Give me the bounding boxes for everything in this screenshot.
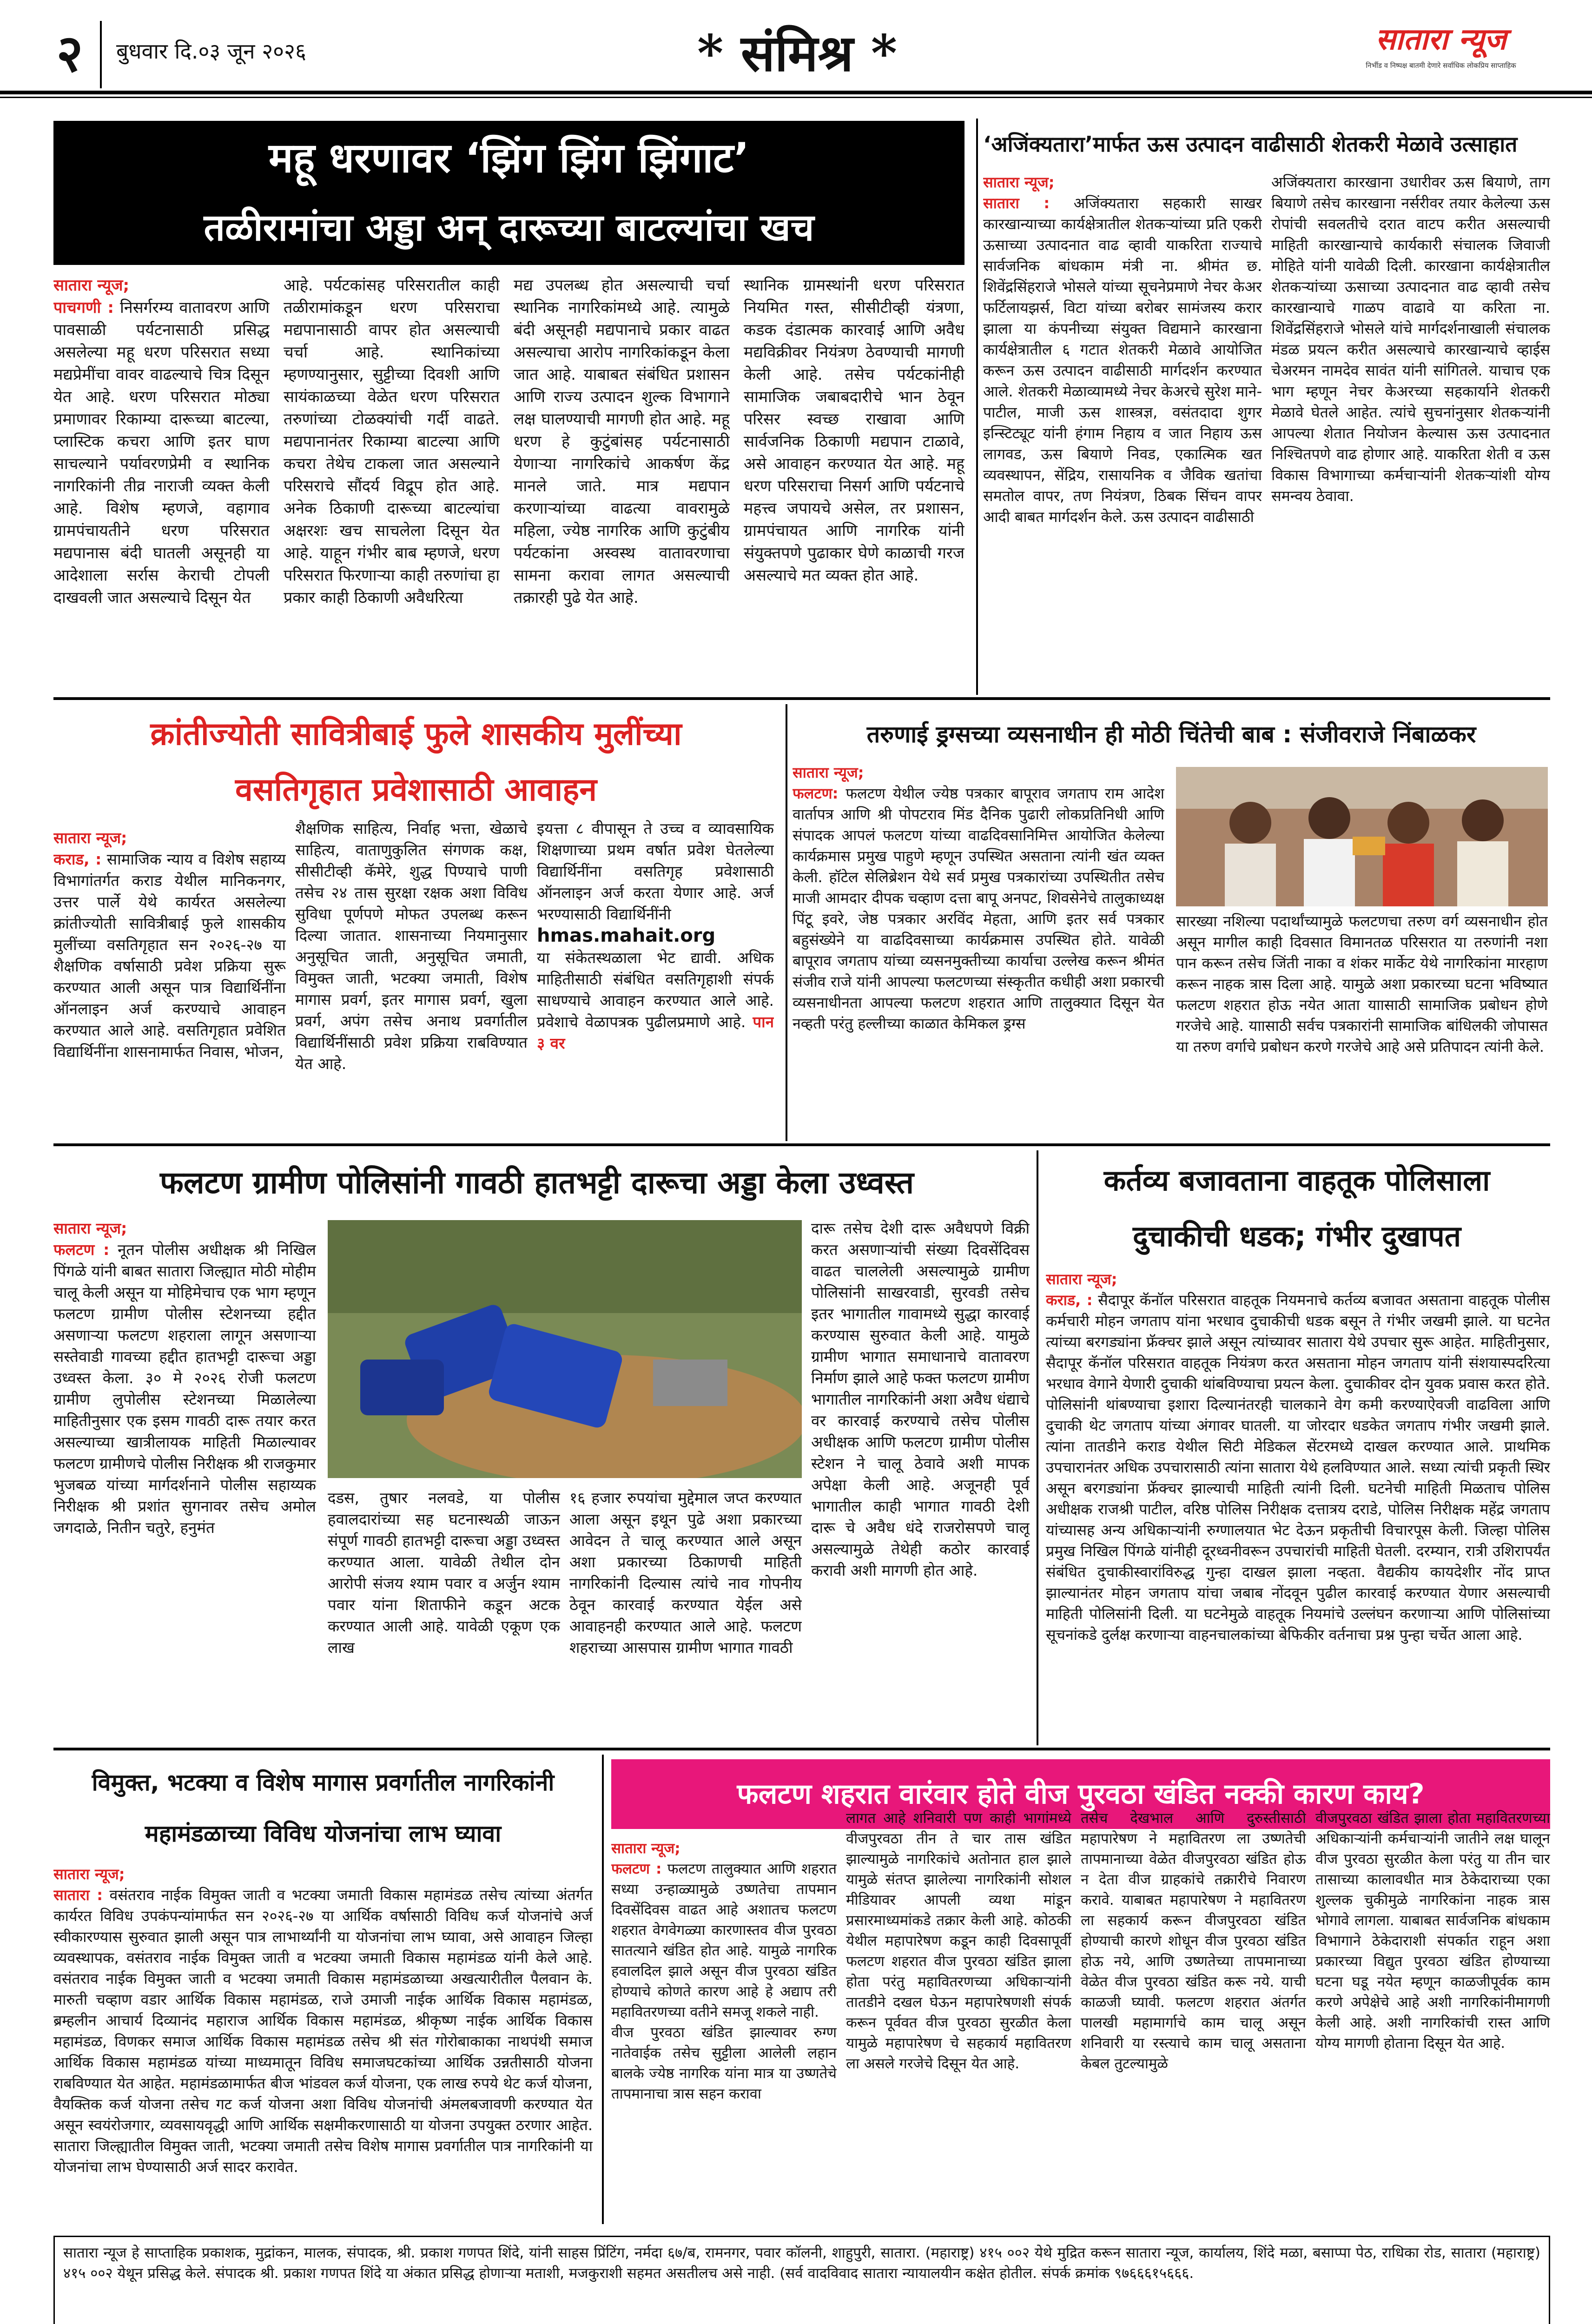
issue-date: बुधवार दि.०३ जून २०२६	[116, 39, 306, 64]
article-8-col-2: लागत आहे शनिवारी पण काही भागांमध्ये वीजपुरवठा तीन ते चार तास खंडित झाल्यामुळे नागरिकांचे अतोनात हाल झाले यामुळे संतप्त झालेल्या नागरिकांनी सोशल मीडियावर आपली व्यथा मांडून प्रसारमाध्यमांकडे तक्रार केली आहे. कोठकी येथील महापारेषण कडून काही दिवसापूर्वी फलटण शहरात वीज पुरवठा खंडित झाला होता परंतु महावितरणच्या अधिकाऱ्यांनी तातडीने दखल घेऊन महापारेषणशी संपर्क करून पूर्ववत वीज पुरवठा सुरळीत केला यामुळे महापारेषण चे सहकार्य महावितरण ला असले गरजेचे दिसून येत आहे.	[846, 1810, 1071, 2072]
article-3-col-3	[537, 818, 774, 1134]
dateline: कराड, :	[53, 850, 102, 868]
header-rule	[0, 91, 1592, 94]
byline: सातारा न्यूज;	[53, 1865, 125, 1883]
article-4-headline: तरुणाई ड्रग्सच्या व्यसनाधीन ही मोठी चिंतेची बाब : संजीवराजे निंबाळकर	[866, 721, 1476, 748]
photo-illustration	[1176, 767, 1548, 906]
byline: सातारा न्यूज;	[1046, 1270, 1117, 1288]
body-text: वसंतराव नाईक विमुक्त जाती व भटक्या जमाती विकास महामंडळ तसेच त्यांच्या अंतर्गत कार्यरत विविध उपकंपन्यांमार्फत सन २०२६-२७ या आर्थिक वर्षासाठी विविध कर्ज योजनांचे अर्ज स्वीकारण्यास सुरुवात झाली असून पात्र लाभार्थ्यांनी या योजनांचा लाभ घ्यावा, असे आवाहन जिल्हा व्यवस्थापक, वसंतराव नाईक विमुक्त जाती व भटक्या जमाती विकास महामंडळ यांनी केले आहे. वसंतराव नाईक विमुक्त जाती व भटक्या जमाती विकास महामंडळाच्या अखत्यारीतील पैलवान के. मारुती चव्हाण वडार आर्थिक विकास महामंडळ, राजे उमाजी नाईक आर्थिक विकास महामंडळ, ब्रम्हलीन आचार्य दिव्यानंद महाराज आर्थिक विकास महामंडळ, श्रीकृष्ण नाईक आर्थिक विकास महामंडळ, विणकर समाज आर्थिक विकास महामंडळ तसेच श्री संत गोरोबाकाका नाथपंथी समाज आर्थिक विकास महामंडळ यांच्या माध्यमातून विविध समाजघटकांच्या आर्थिक उन्नतीसाठी योजना राबविण्यात येत आहेत. महामंडळामार्फत बीज भांडवल कर्ज योजना, एक लाख रुपये थेट कर्ज योजना, वैयक्तिक कर्ज योजना तसेच गट कर्ज योजना अशा विविध योजनांची अंमलबजावणी करण्यात येत असून स्वयंरोजगार, व्यवसायवृद्धी आणि आर्थिक सक्षमीकरणासाठी या योजना उपयुक्त ठरणार आहेत. सातारा जिल्ह्यातील विमुक्त जाती, भटक्या जमाती तसेच विशेष मागास प्रवर्गातील पात्र नागरिकांनी या योजनांचा लाभ घेण्यासाठी अर्ज सादर करावेत.	[53, 1886, 593, 2176]
article-6-headline-l1: कर्तव्य बजावताना वाहतूक पोलिसाला	[1103, 1163, 1490, 1197]
article-1-col-3: मद्य उपलब्ध होत असल्याची चर्चा स्थानिक नागरिकांमध्ये आहे. त्यामुळे बंदी असूनही मद्यपानाचे प्रकार वाढत असल्याचा आरोप नागरिकांकडून केला जात आहे. याबाबत संबंधित प्रशासन आणि राज्य उत्पादन शुल्क विभागाने लक्ष घालण्याची मागणी होत आहे. महू धरण हे कुटुंबांसह पर्यटनासाठी येणाऱ्या नागरिकांचे आकर्षण केंद्र मानले जाते. मात्र मद्यपान करणाऱ्यांच्या वाढत्या वावरामुळे महिला, ज्येष्ठ नागरिक आणि कुटुंबीय पर्यटकांना अस्वस्थ वातावरणाचा सामना करावा लागत असल्याची तक्रारही पुढे येत आहे.	[514, 276, 730, 607]
liquor-drums-photo	[328, 1220, 802, 1478]
body-text: फलटण तालुक्यात आणि शहरात सध्या उन्हाळ्यामुळे उष्णतेचा तापमान दिवसेंदिवस वाढत आहे अशातच फलटण शहरात वेगवेगळ्या कारणास्तव वीज पुरवठा सातत्याने खंडित होत आहे. यामुळे नागरिक हवालदिल झाले असून वीज पुरवठा खंडित होण्याचे कोणते कारण आहे हे अद्याप तरी महावितरणच्या वतीने समजू शकले नाही.	[611, 1861, 837, 2020]
dateline: फलटण :	[611, 1861, 662, 1877]
website-url: hmas.mahait.org	[537, 925, 716, 946]
byline: सातारा न्यूज;	[53, 276, 130, 295]
photo-illustration	[328, 1220, 802, 1478]
brand-tagline: निर्भीड व निष्पक्ष बातमी देणारे सर्वाधिक लोकप्रिय साप्ताहिक	[1366, 61, 1516, 70]
byline: सातारा न्यूज;	[53, 1219, 127, 1237]
article-4-photo-text: सारख्या नशिल्या पदार्थांच्यामुळे फलटणचा तरुण वर्ग व्यसनाधीन होत असून मागील काही दिवसात विमानतळ परिसरात या तरुणांनी नशा पान करून तसेच जिंती नाका व शंकर मार्केट येथे नागरिकांना मारहाण करून नाहक त्रास दिला आहे. यामुळे अशा प्रकारच्या घटना भविष्यात फलटण शहरात होऊ नयेत आता याासाठी सामाजिक प्रबोधन होणे गरजेचे आहे. याासाठी सर्वच पत्रकारांनी सामाजिक बांधिलकी जोपासत या तरुण वर्गाचे प्रबोधन करणे गरजेचे आहे असे प्रतिपादन त्यांनी केले.	[1176, 912, 1548, 1056]
body-text: इयत्ता ८ वीपासून ते उच्च व व्यावसायिक शिक्षणाच्या प्रथम वर्षात प्रवेश घेतलेल्या विद्यार्थिनींना वसतिगृह प्रवेशासाठी ऑनलाइन अर्ज करता येणार आहे. अर्ज भरण्यासाठी विद्यार्थिनींनी	[537, 819, 774, 923]
column-divider	[976, 119, 978, 695]
brand-logo	[1339, 19, 1543, 86]
imprint-box	[53, 2236, 1550, 2324]
article-3-col-2: शैक्षणिक साहित्य, निर्वाह भत्ता, खेळाचे साहित्य, वाताणुकुलित संगणक कक्ष, सीसीटीव्ही कॅमेरे, शुद्ध पिण्याचे पाणी तसेच २४ तास सुरक्षा रक्षक अशा विविध सुविधा पूर्णपणे मोफत उपलब्ध करून दिल्या जातात. शासनाच्या नियमानुसार अनुसूचित जाती, अनुसूचित जमाती, विमुक्त जाती, भटक्या जमाती, विशेष मागास प्रवर्ग, इतर मागास प्रवर्ग, खुला प्रवर्ग, अपंग तसेच अनाथ प्रवर्गातील विद्यार्थिनींसाठी प्रवेश प्रक्रिया राबविण्यात येत आहे.	[295, 819, 528, 1073]
dateline: सातारा :	[53, 1886, 103, 1904]
dateline: फलटण:	[793, 785, 839, 802]
article-8-col-3: तसेच देखभाल आणि दुरुस्तीसाठी महापारेषण ने महावितरण ला उष्णतेची तापमानाच्या वेळेत वीजपुरवठा खंडित होऊ न देता वीज ग्राहकांचे तक्रारीचे निवारण करावे. याबाबत महापारेषण ने महावितरण ला सहकार्य करून वीजपुरवठा खंडित होण्याची कारणे शोधून वीज पुरवठा खंडित होऊ नये, आणि उष्णतेच्या तापमानाच्या वेळेत वीज पुरवठा खंडित करू नये. याची काळजी घ्यावी. फलटण शहरात अंतर्गत पालखी महामार्गाचे काम चालू असून शनिवारी या रस्त्याचे काम चालू असताना केबल तुटल्यामुळे	[1081, 1810, 1306, 2072]
article-1-headline-box	[53, 121, 964, 265]
body-text: निसर्गरम्य वातावरण आणि पावसाळी पर्यटनासाठी प्रसिद्ध असलेल्या महू धरण परिसरात सध्या मद्यप्रेमींचा वावर वाढल्याचे चित्र दिसून येत आहे. धरण परिसरात मोठ्या प्रमाणावर रिकाम्या दारूच्या बाटल्या, प्लास्टिक कचरा आणि इतर घाण साचल्याने पर्यावरणप्रेमी व स्थानिक नागरिकांनी तीव्र नाराजी व्यक्त केली आहे. विशेष म्हणजे, वहागाव ग्रामपंचायतीने धरण परिसरात मद्यपानास बंदी घातली असूनही या आदेशाला सर्रास केराची टोपली दाखवली जात असल्याचे दिसून येत	[53, 298, 270, 607]
article-2-headline: ‘अजिंक्यतारा’मार्फत ऊस उत्पादन वाढीसाठी शेतकरी मेळावे उत्साहात	[983, 132, 1518, 157]
article-2-col-2: अजिंक्यतारा कारखाना उधारीवर ऊस बियाणे, ताग बियाणे तसेच कारखाना नर्सरीवर तयार केलेल्या ऊस रोपांची सवलतीचे दरात वाटप करीत असल्याची माहिती कारखान्याचे कार्यकारी संचालक जिवाजी मोहिते यांनी यावेळी दिली. कारखाना कार्यक्षेत्रातील शेतकऱ्यांच्या ऊसाच्या उत्पादनात वाढ व्हावी तसेच कारखान्याचे गाळप वाढावे या करिता ना. शिवेंद्रसिंहराजे भोसले यांचे मार्गदर्शनाखाली संचालक मंडळ प्रयत्न करीत असल्याचे कारखान्याचे व्हाईस चेअरमन नामदेव सावंत यांनी सांगितले. याचाच एक भाग म्हणून नेचर केअरच्या सहकार्याने शेतकरी मेळावे घेतले आहेत. त्यांचे सुचनांनुसार शेतकऱ्यांनी आपल्या शेतात नियोजन केल्यास ऊस उत्पादनात निश्चितपणे वाढ होणार आहे. याकरिता शेती व ऊस विकास विभागाच्या कर्मचाऱ्यांनी शेतकऱ्यांशी योग्य समन्वय ठेवावा.	[1271, 173, 1550, 505]
article-5-headline: फलटण ग्रामीण पोलिसांनी गावठी हातभट्टी दारूचा अड्डा केला उध्वस्त	[159, 1165, 914, 1201]
column-divider	[602, 1755, 604, 2224]
article-8-headline: फलटण शहरात वारंवार होते वीज पुरवठा खंडित नक्की कारण काय?	[737, 1778, 1425, 1810]
header-rule-thin	[0, 97, 1592, 98]
article-5-col-3: १६ हजार रुपयांचा मुद्देमाल जप्त करण्यात आला असून इथून पुढे अशा प्रकारच्या आवेदन ते चालू करण्यात आले असून अशा प्रकारच्या ठिकाणची माहिती नागरिकांनी दिल्यास त्यांचे नाव गोपनीय ठेवून कारवाई करण्यात येईल असे आवाहनही करण्यात आले आहे. फलटण शहराच्या आसपास ग्रामीण भागात गावठी	[569, 1489, 802, 1657]
article-7-headline-l1: विमुक्त, भटक्या व विशेष मागास प्रवर्गातील नागरिकांनी	[92, 1769, 555, 1796]
body-text: वीज पुरवठा खंडित झाल्यावर रुग्ण नातेवाईक तसेच सुट्टीला आलेली लहान बालके ज्येष्ठ नागरिक यांना मात्र या उष्णतेचे तापमानाचा त्रास सहन करावा	[611, 2024, 837, 2102]
column-divider	[786, 704, 787, 1141]
article-6-body	[1046, 1269, 1550, 1738]
article-3-col-1	[53, 827, 286, 1134]
body-text: नूतन पोलीस अधीक्षक श्री निखिल पिंगळे यांनी बाबत सातारा जिल्ह्यात मोठी मोहीम चालू केली असून या मोहिमेचाच एक भाग म्हणून फलटण ग्रामीण पोलीस स्टेशनच्या हद्दीत असणाऱ्या फलटण शहराला लागून असणाऱ्या सस्तेवाडी गावच्या हद्दीत हातभट्टी दारूचा अड्डा उध्वस्त केला. ३० मे २०२६ रोजी फलटण ग्रामीण लुपोलीस स्टेशनच्या मिळालेल्या माहितीनुसार एक इसम गावठी दारू तयार करत असल्याच्या खात्रीलायक माहिती मिळाल्यावर फलटण ग्रामीणचे पोलीस निरीक्षक श्री राजकुमार भुजबळ यांच्या मार्गदर्शनाने पोलीस सहाय्यक निरीक्षक श्री प्रशांत सुगनावर तसेच अमोल जगदाळे, नितीन चतुरे, हनुमंत	[53, 1241, 316, 1537]
continued-note: पान ३ वर	[537, 1013, 774, 1052]
felicitation-photo	[1176, 767, 1548, 906]
article-3-headline-l1: क्रांतीज्योती सावित्रीबाई फुले शासकीय मुलींच्या	[150, 716, 682, 753]
page-number-divider	[100, 21, 102, 88]
row-divider-2	[53, 1143, 1550, 1146]
article-5-col-4: दारू तसेच देशी दारू अवैधपणे विक्री करत असणाऱ्यांची संख्या दिवसेंदिवस वाढत चाललेली असल्यामुळे ग्रामीण पोलिसांनी साखरवाडी, सुरवडी तसेच इतर भागातील गावामध्ये सुद्धा कारवाई करण्यास सुरुवात केली आहे. यामुळे ग्रामीण भागात समाधानाचे वातावरण निर्माण झाले आहे फक्त फलटण ग्रामीण भागातील नागरिकांनी अशा अवैध धंद्याचे वर कारवाई करण्याचे तसेच पोलीस अधीक्षक आणि फलटण ग्रामीण पोलीस स्टेशन ने चालू ठेवावे अशी मापक अपेक्षा केली आहे. अजूनही पूर्व भागातील काही भागात गावठी देशी दारू चे अवैध धंदे राजरोसपणे चालू असल्यामुळे तेथेही कठोर कारवाई करावी अशी मागणी होत आहे.	[811, 1219, 1030, 1579]
article-5-col-1	[53, 1218, 316, 1738]
article-7-body	[53, 1864, 593, 2217]
dateline: सातारा :	[983, 194, 1050, 212]
body-text: फलटण येथील ज्येष्ठ पत्रकार बापूराव जगताप राम आदेश वार्तापत्र आणि श्री पोपटराव मिंड दैनिक पुढारी लोकप्रतिनिधी आणि संपादक आपलं फलटण यांच्या वाढदिवसानिमित्त आयोजित केलेल्या कार्यक्रमास प्रमुख पाहुणे म्हणून उपस्थित असताना त्यांनी खंत व्यक्त केली. हॉटेल सेलिब्रेशन येथे सर्व प्रमुख पत्रकारांच्या उपस्थितीत तसेच माजी आमदार दीपक चव्हाण दत्ता बापू अनपट, शिवसेनेचे तालुकाध्यक्ष पिंटू इवरे, जेष्ठ पत्रकार अरविंद मेहता, आणि इतर सर्व पत्रकार बहुसंख्येने या वाढदिवसाच्या कार्यक्रमास उपस्थित होते. यावेळी बापूराव जगताप यांच्या व्यसनमुक्तीच्या कार्याचा उल्लेख करून श्रीमंत संजीव राजे यांनी आपल्या फलटणच्या संस्कृतीत कधीही अशा प्रकारची व्यसनाधीनता आपल्या फलटण शहरात आणि तालुक्यात दिसून येत नव्हती परंतु हल्लीच्या काळात केमिकल ड्रग्स	[793, 785, 1164, 1032]
column-divider	[1037, 1150, 1038, 1745]
byline: सातारा न्यूज;	[53, 829, 127, 847]
row-divider-1	[53, 697, 1550, 700]
body-text: अजिंक्यतारा सहकारी साखर कारखान्याच्या कार्यक्षेत्रातील शेतकऱ्यांच्या प्रति एकरी ऊसाच्या उत्पादनात वाढ व्हावी याकरिता राज्याचे सार्वजनिक बांधकाम मंत्री ना. श्रीमंत छ. शिवेंद्रसिंहराजे भोसले यांच्या सूचनेप्रमाणे नेचर केअर फर्टिलायझर्स, विटा यांच्या बरोबर सामंजस्य करार झाला या कंपनीच्या संयुक्त विद्यमाने कारखाना कार्यक्षेत्रातील ६ गटात शेतकरी मेळावे आयोजित करून ऊस उत्पादन वाढीसाठी मार्गदर्शन करण्यात आले. शेतकरी मेळाव्यामध्ये नेचर केअरचे सुरेश माने-पाटील, माजी ऊस शास्त्रज्ञ, वसंतदादा शुगर इन्स्टिट्यूट यांनी हंगाम निहाय व जात निहाय ऊस लागवड, ऊस बियाणे निवड, एकात्मिक खत व्यवस्थापन, सेंद्रिय, रासायनिक व जैविक खतांचा समतोल वापर, तण नियंत्रण, ठिबक सिंचन वापर आदी बाबत मार्गदर्शन केले. ऊस उत्पादन वाढीसाठी	[983, 194, 1262, 526]
article-2-col-1	[983, 172, 1262, 693]
article-8-col-4: वीजपुरवठा खंडित झाला होता महावितरणच्या अधिकाऱ्यांनी कर्मचाऱ्यांनी जातीने लक्ष घालून वीज पुरवठा सुरळीत केला परंतु या तीन चार तासाच्या कालावधीत मात्र ठेकेदाराच्या एका शुल्लक चुकीमुळे नागरिकांना नाहक त्रास भोगावे लागला. याबाबत सार्वजनिक बांधकाम विभागाने ठेकेदाराशी संपर्कात राहून अशा प्रकारच्या विद्युत पुरवठा खंडित होण्याच्या घटना घडू नयेत म्हणून काळजीपूर्वक काम करणे अपेक्षेचे आहे अशी नागरिकांनीमागणी केली आहे. अशी नागरिकांची रास्त आणि योग्य मागणी होताना दिसून येत आहे.	[1315, 1810, 1550, 2052]
article-8-col-1	[611, 1838, 837, 2219]
imprint-marathi: सातारा न्यूज हे साप्ताहिक प्रकाशक, मुद्रांकन, मालक, संपादक, श्री. प्रकाश गणपत शिंदे, यांनी साहस प्रिंटिंग, नर्मदा ६७/ब, रामनगर, पवार कॉलनी, शाहुपुरी, सातारा. (महाराष्ट्र) ४१५ ००२ येथे मुद्रित करून सातारा न्यूज, कार्यालय, शिंदे मळा, बसाप्पा पेठ, राधिका रोड, सातारा (महाराष्ट्र) ४१५ ००२ येथून प्रसिद्ध केले. संपादक श्री. प्रकाश गणपत शिंदे या अंकात प्रसिद्ध होणाऱ्या मताशी, मजकुराशी सहमत असतीलच असे नाही. (सर्व वादविवाद सातारा न्यायालयीन कक्षेत होतील. संपर्क क्रमांक ९७६६६१५६६६.	[63, 2245, 1540, 2282]
body-text: सैदापूर कॅनॉल परिसरात वाहतूक नियमनाचे कर्तव्य बजावत असताना वाहतूक पोलीस कर्मचारी मोहन जगताप यांना भरधाव दुचाकीची धडक बसून ते गंभीर जखमी झाले. या घटनेत त्यांच्या बरगड्यांना फ्रॅक्चर झाले असून त्यांच्यावर सातारा येथे उपचार सुरू आहेत. माहितीनुसार, सैदापूर कॅनॉल परिसरात वाहतूक नियंत्रण करत असताना मोहन जगताप यांनी संशयास्पदरित्या भरधाव वेगाने येणारी दुचाकी थांबविण्याचा प्रयत्न केला. दुचाकीवर दोन युवक प्रवास करत होते. पोलिसांनी थांबण्याचा इशारा दिल्यानंतरही चालकाने वेग कमी करण्याऐवजी वाढविला आणि दुचाकी थेट जगताप यांच्या अंगावर घातली. या जोरदार धडकेत जगताप गंभीर जखमी झाले. त्यांना तातडीने कराड येथील सिटी मेडिकल सेंटरमध्ये दाखल करण्यात आले. प्राथमिक उपचारानंतर अधिक उपचारासाठी त्यांना सातारा येथे हलविण्यात आले. सध्या त्यांची प्रकृती स्थिर असून बरगड्यांना फ्रॅक्चर झाल्याची माहिती त्यांनी दिली. घटनेची माहिती मिळताच पोलिस अधीक्षक राजश्री पाटील, वरिष्ठ पोलिस निरीक्षक दत्तात्रय दराडे, पोलिस निरीक्षक महेंद्र जगताप यांच्यासह अन्य अधिकाऱ्यांनी रुग्णालयात भेट देऊन प्रकृतीची विचारपूस केली. जिल्हा पोलिस प्रमुख निखिल पिंगळे यांनीही दूरध्वनीवरून उपचारांची माहिती घेतली. दरम्यान, रात्री उशिरापर्यंत संबंधित दुचाकीस्वारांविरुद्ध गुन्हा दाखल झाला नव्हता. वैद्यकीय कायदेशीर नोंद प्राप्त झाल्यानंतर मोहन जगताप यांचा जबाब नोंदवून पुढील कारवाई करण्यात येणार असल्याची माहिती पोलिसांनी दिली. या घटनेमुळे वाहतूक नियमांचे उल्लंघन करणाऱ्या आणि पोलिसांच्या सूचनांकडे दुर्लक्ष करणाऱ्या वाहनचालकांच्या बेफिकीर वर्तनाचा प्रश्न पुन्हा चर्चेत आला आहे.	[1046, 1291, 1550, 1644]
byline: सातारा न्यूज;	[611, 1840, 680, 1857]
article-5-col-2: दडस, तुषार नलवडे, या पोलीस हवालदारांच्या सह घटनास्थळी जाऊन संपूर्ण गावठी हातभट्टी दारूचा अड्डा उध्वस्त करण्यात आला. यावेळी तेथील दोन आरोपी संजय श्याम पवार व अर्जुन श्याम पवार यांना शिताफीने कडून अटक करण्यात आली आहे. यावेळी एकूण एक लाख	[328, 1489, 560, 1657]
dateline: फलटण :	[53, 1241, 110, 1259]
article-1-headline-l1: महू धरणावर ‘झिंग झिंग झिंगाट’	[269, 134, 749, 182]
article-4-col-1	[793, 762, 1164, 1134]
article-7-headline-l2: महामंडळाच्या विविध योजनांचा लाभ घ्यावा	[145, 1820, 502, 1847]
section-title: * संमिश्र *	[697, 24, 898, 83]
article-6-headline-l2: दुचाकीची धडक; गंभीर दुखापत	[1132, 1219, 1461, 1253]
article-1-col-4: स्थानिक ग्रामस्थांनी धरण परिसरात नियमित गस्त, सीसीटीव्ही यंत्रणा, कडक दंडात्मक कारवाई आणि अवैध मद्यविक्रीवर नियंत्रण ठेवण्याची मागणी केली आहे. तसेच पर्यटकांनीही सामाजिक जबाबदारीचे भान ठेवून परिसर स्वच्छ राखावा आणि सार्वजनिक ठिकाणी मद्यपान टाळावे, असे आवाहन करण्यात येत आहे. महू धरण परिसराचा निसर्ग आणि पर्यटनाचे महत्त्व जपायचे असेल, तर प्रशासन, ग्रामपंचायत आणि नागरिक यांनी संयुक्तपणे पुढाकार घेणे काळाची गरज असल्याचे मत व्यक्त होत आहे.	[744, 276, 964, 585]
byline: सातारा न्यूज;	[793, 764, 864, 781]
brand-name: सातारा न्यूज	[1375, 22, 1506, 57]
article-1-col-2: आहे. पर्यटकांसह परिसरातील काही तळीरामांकडून धरण परिसराचा मद्यपानासाठी वापर होत असल्याची चर्चा आहे. स्थानिकांच्या म्हणण्यानुसार, सुट्टीच्या दिवशी आणि सायंकाळच्या वेळेत धरण परिसरात तरुणांच्या टोळक्यांची गर्दी वाढते. मद्यपानानंतर रिकाम्या बाटल्या आणि कचरा तेथेच टाकला जात असल्याने परिसराचे सौंदर्य विद्रूप होत आहे. अनेक ठिकाणी दारूच्या बाटल्यांचा अक्षरशः खच साचलेला दिसून येत आहे. याहून गंभीर बाब म्हणजे, धरण परिसरात फिरणाऱ्या काही तरुणांचा हा प्रकार काही ठिकाणी अवैधरित्या	[284, 276, 500, 607]
article-3-headline-l2: वसतिगृहात प्रवेशासाठी आवाहन	[235, 772, 597, 808]
article-1-headline-l2: तळीरामांचा अड्डा अन् दारूच्या बाटल्यांचा खच	[204, 206, 814, 249]
body-text: या संकेतस्थळाला भेट द्यावी. अधिक माहितीसाठी संबंधित वसतिगृहाशी संपर्क साधण्याचे आवाहन करण्यात आले आहे. प्रवेशाचे वेळापत्रक पुढीलप्रमाणे आहे.	[537, 949, 774, 1031]
page-number: २	[56, 23, 83, 83]
row-divider-3	[53, 1748, 1550, 1750]
dateline: कराड, :	[1046, 1291, 1093, 1309]
dateline: पाचगणी :	[53, 298, 114, 317]
body-text: सामाजिक न्याय व विशेष सहाय्य विभागांतर्गत कराड येथील मानिकनगर, उत्तर पार्ले येथे कार्यरत असलेल्या क्रांतीज्योती सावित्रीबाई फुले शासकीय मुलींच्या वसतिगृहात सन २०२६-२७ या शैक्षणिक वर्षासाठी प्रवेश प्रक्रिया सुरू करण्यात आली असून पात्र विद्यार्थिनींना ऑनलाइन अर्ज करण्याचे आवाहन करण्यात आले आहे. वसतिगृहात प्रवेशित विद्यार्थिनींना शासनामार्फत निवास, भोजन,	[53, 850, 286, 1061]
byline: सातारा न्यूज;	[983, 173, 1055, 191]
article-1-col-1	[53, 274, 270, 693]
